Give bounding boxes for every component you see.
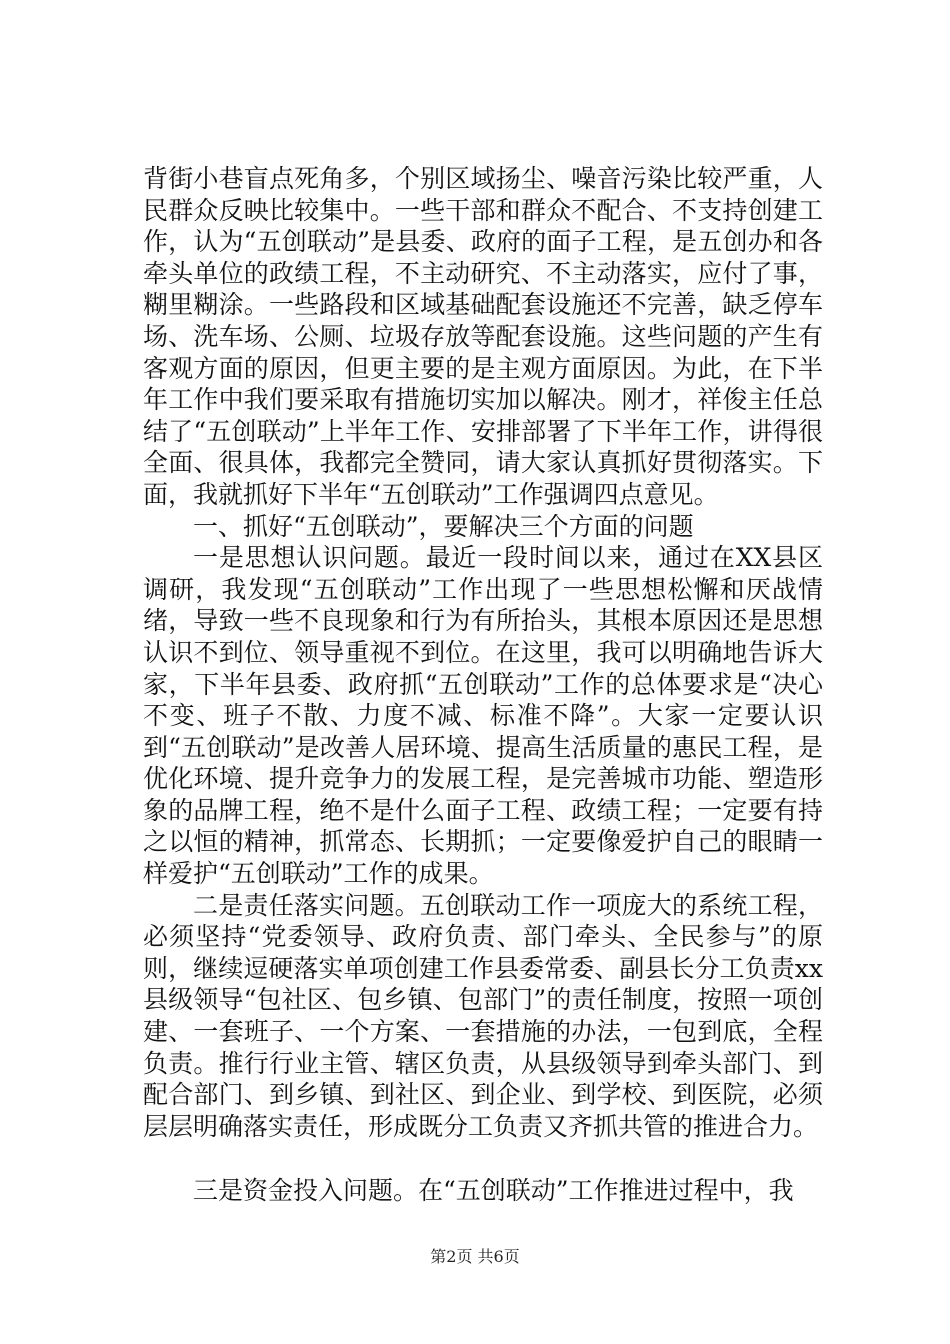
- paragraph-responsibility: 二是责任落实问题。五创联动工作一项庞大的系统工程，必须坚持“党委领导、政府负责、部门牵头、全民参与”的原则，继续逗硬落实单项创建工作县委常委、副县长分工负责xx县级领导“包社区、包乡镇、包部门”的责任制度，按照一项创建、一套班子、一个方案、一套措施的办法，一包到底，全程负责。推行行业主管、辖区负责，从县级领导到牵头部门、到配合部门、到乡镇、到社区、到企业、到学校、到医院，必须层层明确落实责任，形成既分工负责又齐抓共管的推进合力。: [143, 890, 823, 1141]
- document-body: [143, 163, 823, 1207]
- section-heading: 一、抓好“五创联动”，要解决三个方面的问题: [193, 511, 694, 541]
- paragraph-thinking: 一是思想认识问题。最近一段时间以来，通过在XX县区调研，我发现“五创联动”工作出现了一些思想松懈和厌战情绪，导致一些不良现象和行为有所抬头，其根本原因还是思想认识不到位、领导重视不到位。在这里，我可以明确地告诉大家，下半年县委、政府抓“五创联动”工作的总体要求是“决心不变、班子不散、力度不减、标准不降”。大家一定要认识到“五创联动”是改善人居环境、提高生活质量的惠民工程，是优化环境、提升竞争力的发展工程，是完善城市功能、塑造形象的品牌工程，绝不是什么面子工程、政绩工程；一定要有持之以恒的精神，抓常态、长期抓；一定要像爱护自己的眼睛一样爱护“五创联动”工作的成果。: [143, 543, 823, 889]
- paragraph-intro: 背街小巷盲点死角多，个别区域扬尘、噪音污染比较严重，人民群众反映比较集中。一些干部和群众不配合、不支持创建工作，认为“五创联动”是县委、政府的面子工程，是五创办和各牵头单位的政绩工程，不主动研究、不主动落实，应付了事，糊里糊涂。一些路段和区域基础配套设施还不完善，缺乏停车场、洗车场、公厕、垃圾存放等配套设施。这些问题的产生有客观方面的原因，但更主要的是主观方面原因。为此，在下半年工作中我们要采取有措施切实加以解决。刚才，祥俊主任总结了“五创联动”上半年工作、安排部署了下半年工作，讲得很全面、很具体，我都完全赞同，请大家认真抓好贯彻落实。下面，我就抓好下半年“五创联动”工作强调四点意见。: [143, 164, 823, 509]
- page-footer: 第2页 共6页: [430, 1247, 520, 1266]
- paragraph-funding: 三是资金投入问题。在“五创联动”工作推进过程中，我: [193, 1176, 794, 1206]
